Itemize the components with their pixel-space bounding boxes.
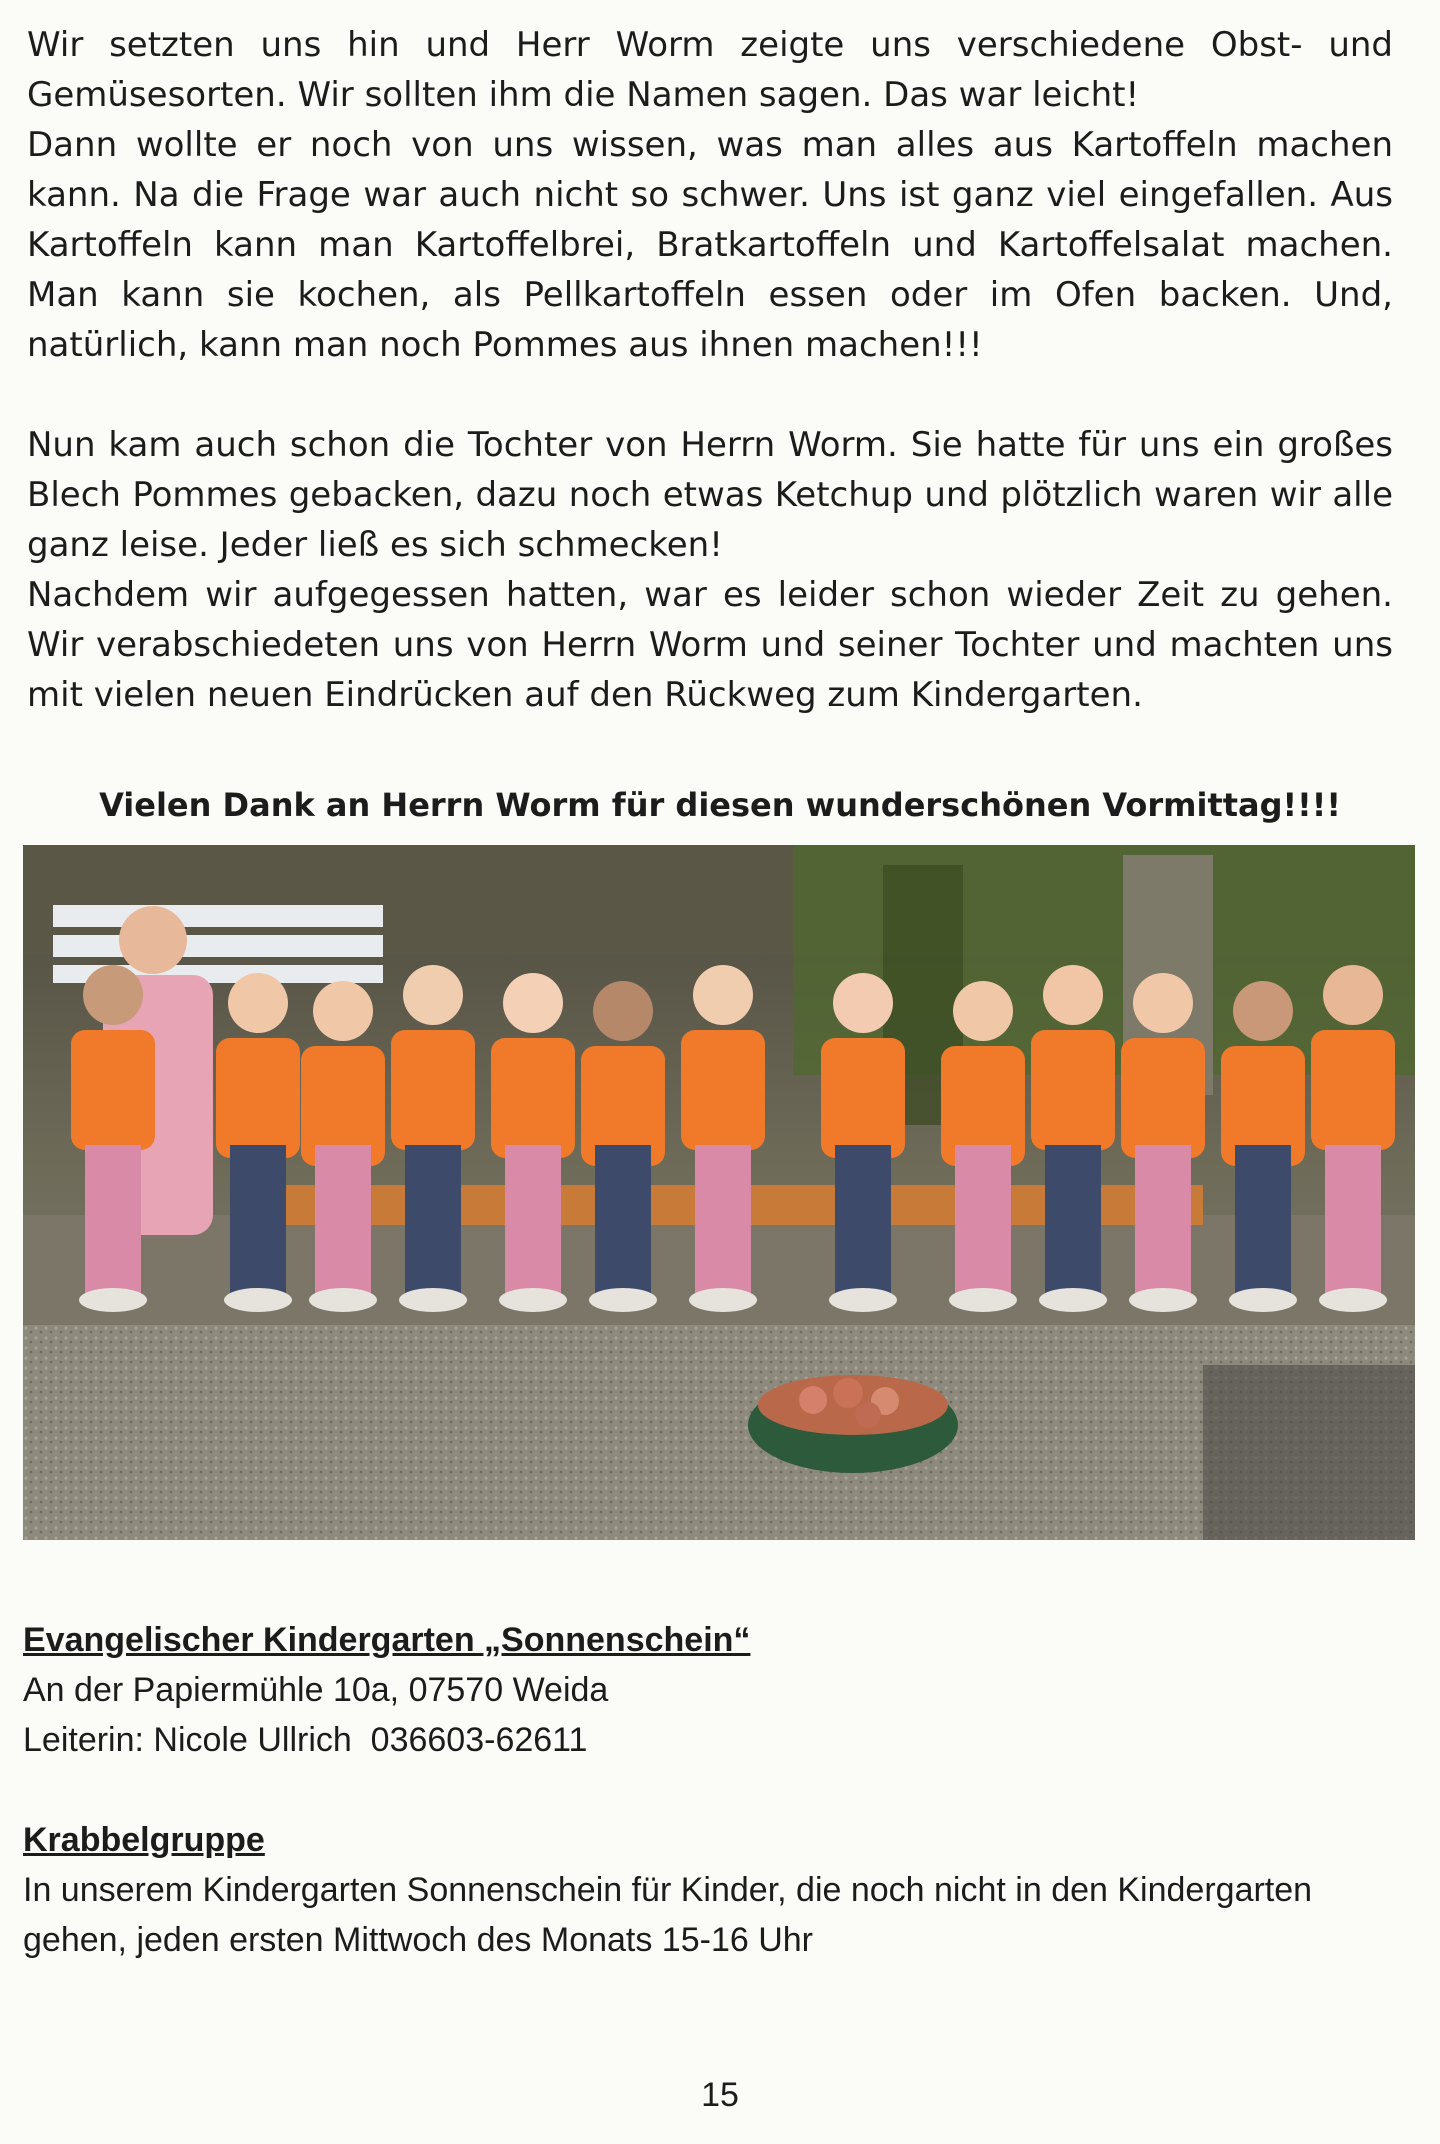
kindergarten-leader: Leiterin: Nicole Ullrich 036603-62611 xyxy=(23,1721,588,1759)
article-text: Nun kam auch schon die Tochter von Herrn Worm. Sie hatte für uns ein großes Blech Pommes gebacken, dazu noch etwas Ketchup und plötzlich waren wir alle ganz leise. Jeder ließ es sich schmecken! xyxy=(27,425,1393,565)
group-photo xyxy=(23,845,1415,1540)
article-text: Nachdem wir aufgegessen hatten, war es leider schon wieder Zeit zu gehen. Wir verabschiedeten uns von Herrn Worm und seiner Tochter und machten uns mit vielen neuen Eindrücken auf den Rückweg zum Kindergarten. xyxy=(27,575,1393,715)
article-paragraph-1 xyxy=(27,20,1393,370)
article-text: Wir setzten uns hin und Herr Worm zeigte uns verschiedene Obst- und Gemüsesorten. Wir sollten ihm die Namen sagen. Das war leicht! xyxy=(27,25,1393,115)
article-paragraph-2 xyxy=(27,420,1393,720)
krabbelgruppe-section xyxy=(23,1815,1403,1965)
kindergarten-contact xyxy=(23,1615,1403,1765)
krabbelgruppe-text: In unserem Kindergarten Sonnenschein für Kinder, die noch nicht in den Kindergarten gehen, jeden ersten Mittwoch des Monats 15-16 Uhr xyxy=(23,1871,1313,1959)
kindergarten-address: An der Papiermühle 10a, 07570 Weida xyxy=(23,1671,609,1709)
article-text: Dann wollte er noch von uns wissen, was man alles aus Kartoffeln machen kann. Na die Frage war auch nicht so schwer. Uns ist ganz viel eingefallen. Aus Kartoffeln kann man Kartoffelbrei, Bratkartoffeln und Kartoffelsalat machen. Man kann sie kochen, als Pellkartoffeln essen oder im Ofen backen. Und, natürlich, kann man noch Pommes aus ihnen machen!!! xyxy=(27,125,1393,365)
page-number: 15 xyxy=(701,2076,739,2114)
krabbelgruppe-heading: Krabbelgruppe xyxy=(23,1821,265,1859)
thanks-heading: Vielen Dank an Herrn Worm für diesen wunderschönen Vormittag!!!! xyxy=(99,786,1341,824)
kindergarten-heading: Evangelischer Kindergarten „Sonnenschein“ xyxy=(23,1621,751,1659)
